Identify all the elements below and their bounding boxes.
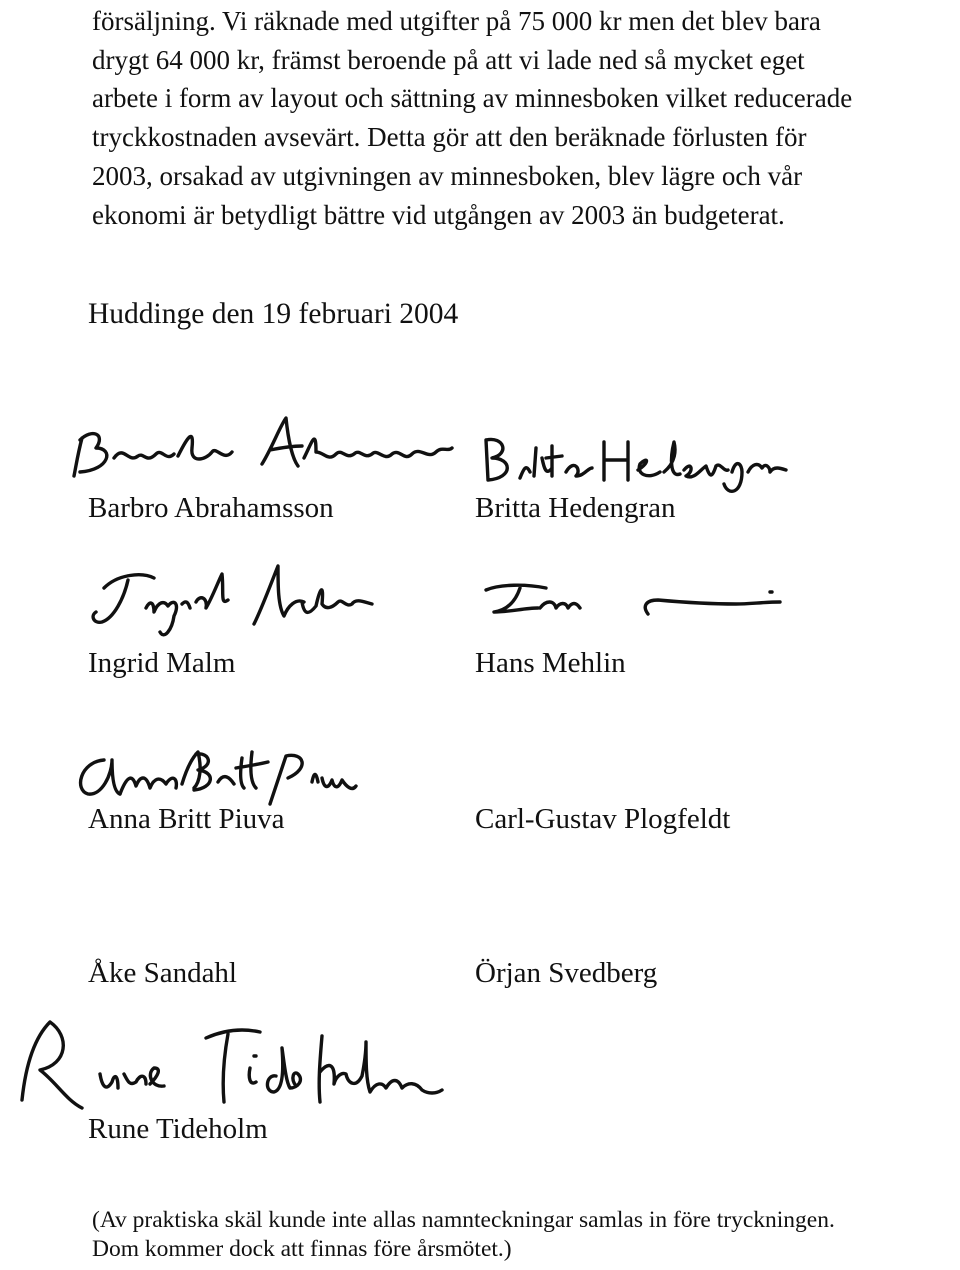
paragraph-line-3: arbete i form av layout och sättning av minnesboken vilket reducerade xyxy=(92,83,853,114)
signatory-name-britta-hedengran: Britta Hedengran xyxy=(475,492,676,524)
signatory-name-ingrid-malm: Ingrid Malm xyxy=(88,647,236,679)
signature-ingrid-malm xyxy=(84,558,404,650)
footnote xyxy=(92,1206,958,1263)
paragraph-line-1: försäljning. Vi räknade med utgifter på 75 000 kr men det blev bara xyxy=(92,6,821,36)
date-line: Huddinge den 19 februari 2004 xyxy=(88,298,459,330)
signatory-name-hans-mehlin: Hans Mehlin xyxy=(475,647,626,679)
signature-barbro-abrahamsson xyxy=(66,408,456,488)
footnote-line-1: (Av praktiska skäl kunde inte allas namnteckningar samlas in före tryckningen. xyxy=(92,1207,835,1233)
paragraph-line-2: drygt 64 000 kr, främst beroende på att vi lade ned så mycket eget xyxy=(92,44,805,75)
signatory-name-barbro-abrahamsson: Barbro Abrahamsson xyxy=(88,492,334,524)
paragraph-line-5: 2003, orsakad av utgivningen av minnesboken, blev lägre och vår xyxy=(92,160,803,191)
signatory-name-rune-tideholm: Rune Tideholm xyxy=(88,1113,268,1145)
signatory-name-carl-gustav-plogfeldt: Carl-Gustav Plogfeldt xyxy=(475,803,731,835)
signatory-name-ake-sandahl: Åke Sandahl xyxy=(88,957,237,989)
paragraph-line-4: tryckkostnaden avsevärt. Detta gör att den beräknade förlusten för xyxy=(92,122,807,153)
signature-britta-hedengran xyxy=(480,428,790,498)
signatory-name-orjan-svedberg: Örjan Svedberg xyxy=(475,957,658,989)
signatory-name-anna-britt-piuva: Anna Britt Piuva xyxy=(88,803,285,835)
paragraph-line-6: ekonomi är betydligt bättre vid utgången av 2003 än budgeterat. xyxy=(92,199,785,230)
body-paragraph xyxy=(92,2,958,234)
footnote-line-2: Dom kommer dock att finnas före årsmötet.) xyxy=(92,1235,512,1262)
signature-hans-mehlin xyxy=(480,578,800,628)
